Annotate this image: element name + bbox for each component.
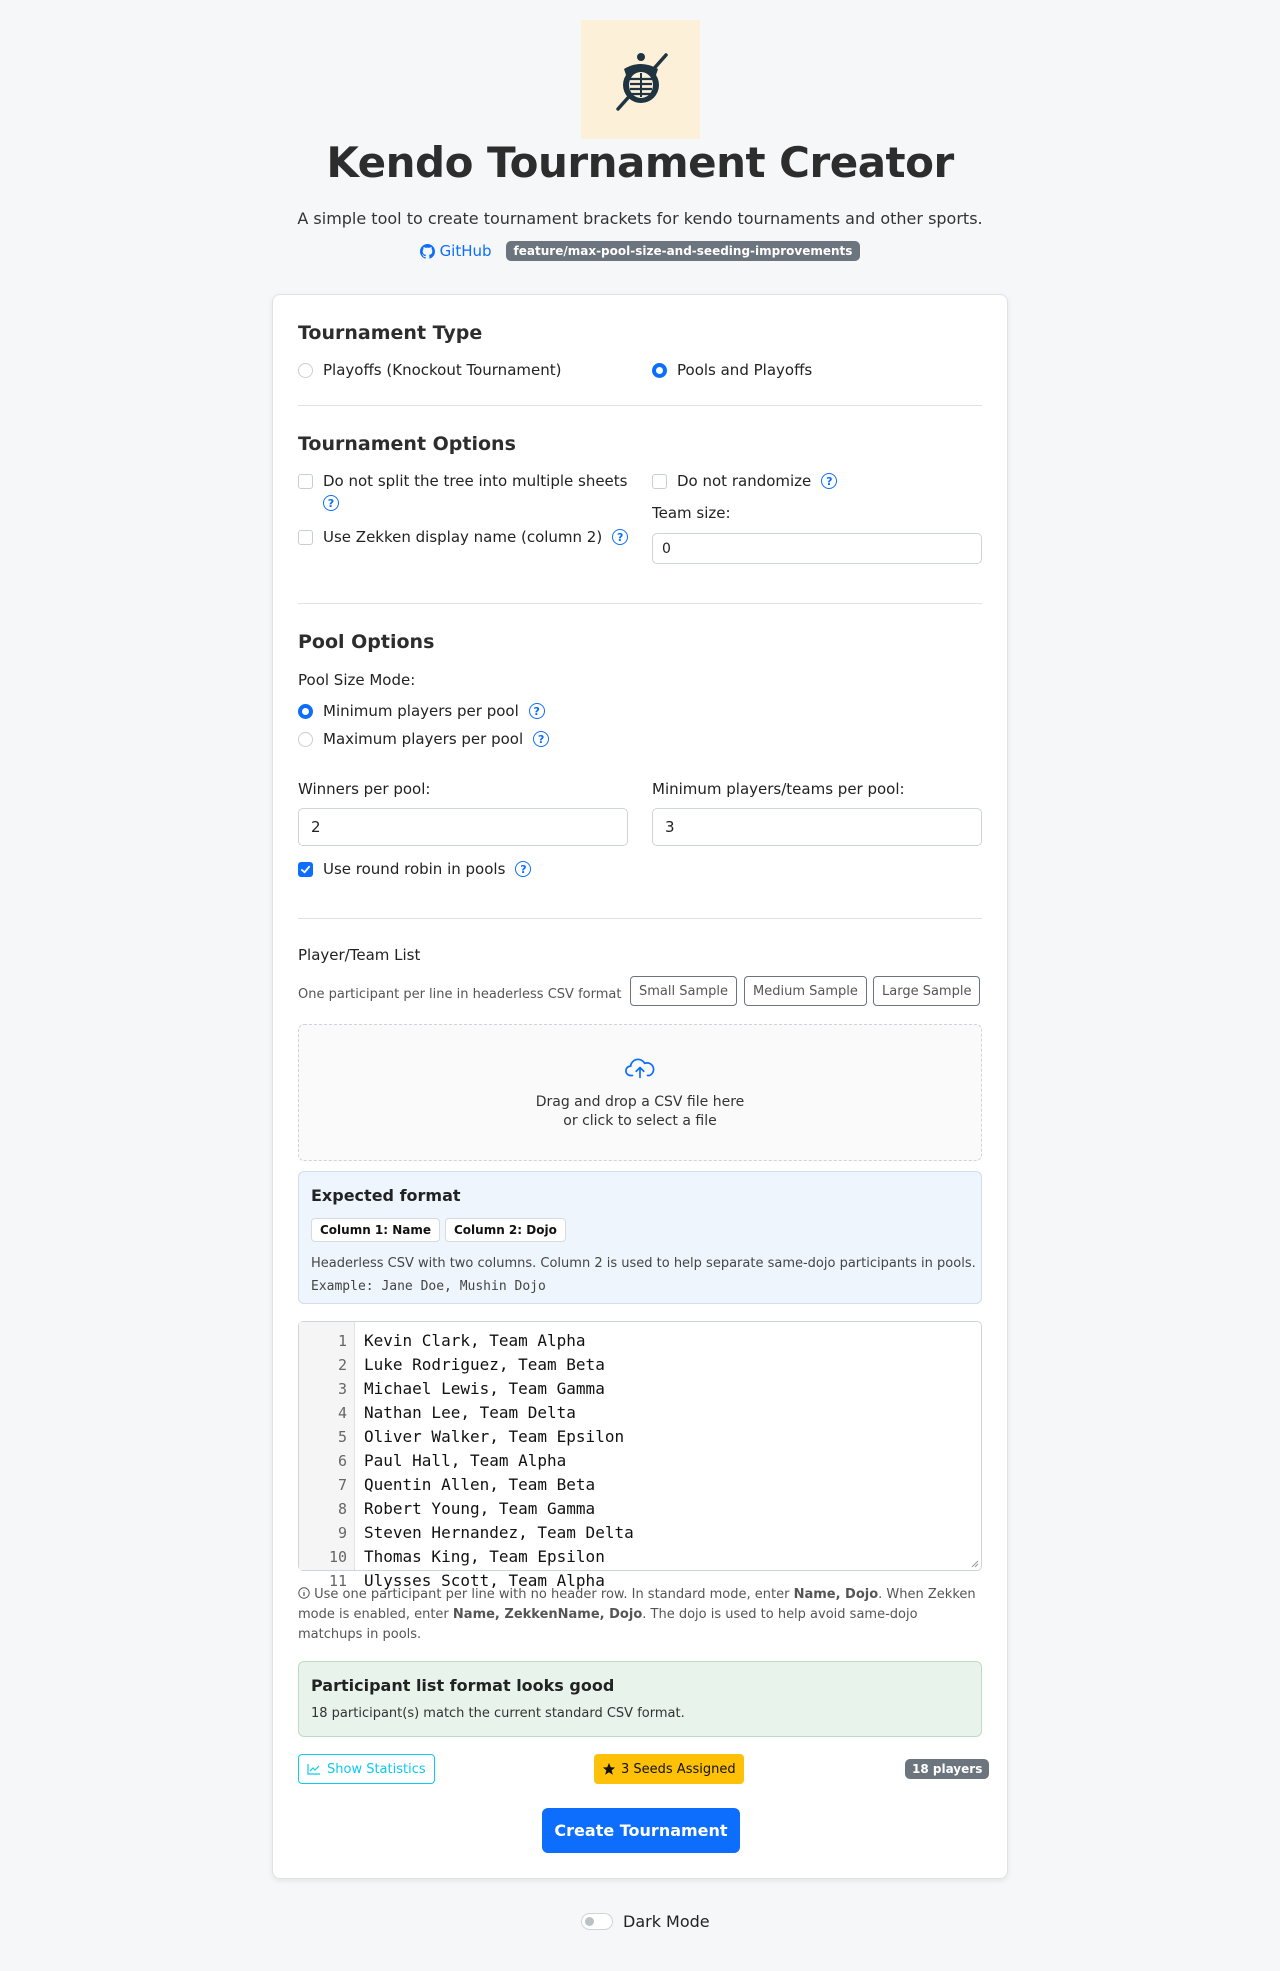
resize-handle-icon[interactable]	[971, 1560, 979, 1568]
line-number: 10	[328, 1548, 347, 1566]
participant-line[interactable]: Steven Hernandez, Team Delta	[364, 1523, 634, 1542]
line-number: 11	[328, 1572, 347, 1590]
line-number: 2	[337, 1356, 347, 1374]
help-icon[interactable]: ?	[323, 495, 339, 511]
create-tournament-button[interactable]: Create Tournament	[542, 1808, 740, 1853]
show-statistics-label: Show Statistics	[327, 1761, 426, 1777]
participant-editor[interactable]	[298, 1321, 982, 1590]
info-icon	[298, 1587, 310, 1599]
check-no-split-label: Do not split the tree into multiple sheets	[323, 472, 628, 490]
check-no-split[interactable]	[298, 472, 627, 511]
small-sample-button[interactable]: Small Sample	[630, 976, 737, 1006]
radio-max-players-input[interactable]	[298, 732, 313, 747]
github-icon	[420, 244, 435, 259]
show-statistics-button[interactable]	[298, 1754, 435, 1784]
main-form-card	[272, 294, 1008, 1879]
radio-playoffs-label: Playoffs (Knockout Tournament)	[323, 361, 562, 379]
pool-options-heading: Pool Options	[298, 631, 435, 653]
page-title: Kendo Tournament Creator	[326, 138, 954, 187]
help-icon[interactable]: ?	[821, 473, 837, 489]
check-no-randomize[interactable]	[652, 472, 837, 490]
check-round-robin-input[interactable]	[298, 862, 313, 877]
samurai-helmet-logo-icon	[610, 47, 672, 113]
min-players-input[interactable]: 3	[652, 808, 982, 846]
format-description: Headerless CSV with two columns. Column 2 is used to help separate same-dojo participants in pools.	[311, 1256, 976, 1271]
radio-min-players-label: Minimum players per pool	[323, 702, 519, 720]
branch-badge: feature/max-pool-size-and-seeding-improvements	[506, 241, 861, 261]
dark-mode-toggle[interactable]	[581, 1912, 710, 1931]
info-text-d: Name, ZekkenName, Dojo	[452, 1607, 643, 1622]
line-number: 3	[337, 1380, 347, 1398]
radio-playoffs-input[interactable]	[298, 363, 313, 378]
radio-max-players-label: Maximum players per pool	[323, 730, 524, 748]
github-label: GitHub	[439, 242, 492, 260]
participant-line[interactable]: Luke Rodriguez, Team Beta	[364, 1355, 605, 1374]
dark-mode-switch[interactable]	[581, 1913, 613, 1930]
winners-per-pool-label: Winners per pool:	[298, 780, 431, 798]
github-link[interactable]	[420, 242, 492, 260]
tournament-type-heading: Tournament Type	[298, 322, 483, 344]
pool-size-mode-label: Pool Size Mode:	[298, 671, 416, 689]
large-sample-button[interactable]: Large Sample	[873, 976, 980, 1006]
info-text-a: Use one participant per line with no header row. In standard mode, enter	[314, 1587, 794, 1602]
star-icon	[602, 1762, 616, 1776]
check-no-randomize-label: Do not randomize	[677, 472, 812, 490]
divider	[298, 405, 982, 406]
check-no-randomize-input[interactable]	[652, 474, 667, 489]
help-icon[interactable]: ?	[612, 529, 628, 545]
medium-sample-button[interactable]: Medium Sample	[744, 976, 867, 1006]
divider	[298, 918, 982, 919]
chart-line-icon	[307, 1763, 321, 1775]
player-list-label: Player/Team List	[298, 946, 421, 964]
winners-per-pool-input[interactable]: 2	[298, 808, 628, 846]
seeds-assigned-badge	[594, 1754, 744, 1784]
radio-playoffs[interactable]	[298, 361, 561, 379]
line-number: 6	[337, 1452, 347, 1470]
radio-pools-playoffs[interactable]	[652, 361, 812, 379]
header-links	[0, 241, 1280, 261]
validation-success-box	[298, 1661, 982, 1737]
cloud-upload-icon	[625, 1056, 655, 1080]
validation-detail: 18 participant(s) match the current standard CSV format.	[311, 1706, 685, 1721]
editor-gutter	[299, 1322, 355, 1590]
divider	[298, 603, 982, 604]
check-no-split-input[interactable]	[298, 474, 313, 489]
participant-line[interactable]: Oliver Walker, Team Epsilon	[364, 1427, 625, 1446]
check-round-robin-label: Use round robin in pools	[323, 860, 506, 878]
editor-content[interactable]	[364, 1329, 634, 1593]
line-number: 1	[337, 1332, 347, 1350]
column-2-chip: Column 2: Dojo	[445, 1218, 566, 1242]
check-zekken-input[interactable]	[298, 530, 313, 545]
help-icon[interactable]: ?	[529, 703, 545, 719]
participant-line[interactable]: Nathan Lee, Team Delta	[364, 1403, 576, 1422]
expected-format-box	[298, 1171, 982, 1304]
line-number: 4	[337, 1404, 347, 1422]
radio-pools-playoffs-input[interactable]	[652, 363, 667, 378]
info-text-e: . The dojo is used to help avoid same-dojo matchups in pools.	[298, 1607, 918, 1642]
line-number: 5	[337, 1428, 347, 1446]
check-round-robin[interactable]	[298, 860, 531, 878]
radio-pools-playoffs-label: Pools and Playoffs	[677, 361, 813, 379]
help-icon[interactable]: ?	[533, 731, 549, 747]
participant-line[interactable]: Michael Lewis, Team Gamma	[364, 1379, 605, 1398]
radio-max-players[interactable]	[298, 730, 549, 748]
participant-line[interactable]: Robert Young, Team Gamma	[364, 1499, 596, 1518]
participant-line[interactable]: Thomas King, Team Epsilon	[364, 1547, 605, 1566]
checkmark-icon	[300, 864, 311, 875]
format-heading: Expected format	[311, 1186, 461, 1205]
page-subtitle: A simple tool to create tournament brackets for kendo tournaments and other sports.	[297, 209, 983, 228]
participant-line[interactable]: Kevin Clark, Team Alpha	[364, 1331, 586, 1350]
line-numbers	[299, 1322, 354, 1593]
line-number: 9	[337, 1524, 347, 1542]
info-text-b: Name, Dojo	[793, 1587, 879, 1602]
line-number: 8	[337, 1500, 347, 1518]
column-1-chip: Column 1: Name	[311, 1218, 440, 1242]
radio-min-players-input[interactable]	[298, 704, 313, 719]
dark-mode-label: Dark Mode	[623, 1912, 710, 1931]
validation-heading: Participant list format looks good	[311, 1676, 615, 1695]
csv-dropzone[interactable]	[298, 1024, 982, 1161]
team-size-input[interactable]: 0	[652, 533, 982, 564]
line-number: 7	[337, 1476, 347, 1494]
check-zekken-label: Use Zekken display name (column 2)	[323, 528, 603, 546]
dropzone-text-1: Drag and drop a CSV file here	[535, 1094, 745, 1110]
dark-mode-switch-knob	[585, 1917, 594, 1926]
participant-line[interactable]: Quentin Allen, Team Beta	[364, 1475, 596, 1494]
player-list-hint: One participant per line in headerless CSV format	[298, 987, 622, 1002]
format-example: Example: Jane Doe, Mushin Dojo	[311, 1279, 546, 1294]
tournament-options-heading: Tournament Options	[298, 433, 516, 455]
check-zekken[interactable]	[298, 528, 628, 546]
team-size-label: Team size:	[652, 504, 731, 522]
participant-line[interactable]: Paul Hall, Team Alpha	[364, 1451, 567, 1470]
seeds-assigned-label: 3 Seeds Assigned	[621, 1761, 736, 1777]
min-players-label: Minimum players/teams per pool:	[652, 780, 905, 798]
info-text-c: . When Zekken mode is enabled, enter	[298, 1587, 976, 1622]
app-logo	[581, 20, 700, 139]
radio-min-players[interactable]	[298, 702, 545, 720]
player-count-badge: 18 players	[905, 1759, 989, 1779]
help-icon[interactable]: ?	[515, 861, 531, 877]
dropzone-text-2: or click to select a file	[563, 1113, 717, 1129]
format-info-note	[298, 1585, 982, 1645]
participant-line[interactable]: Ulysses Scott, Team Alpha	[364, 1571, 605, 1590]
